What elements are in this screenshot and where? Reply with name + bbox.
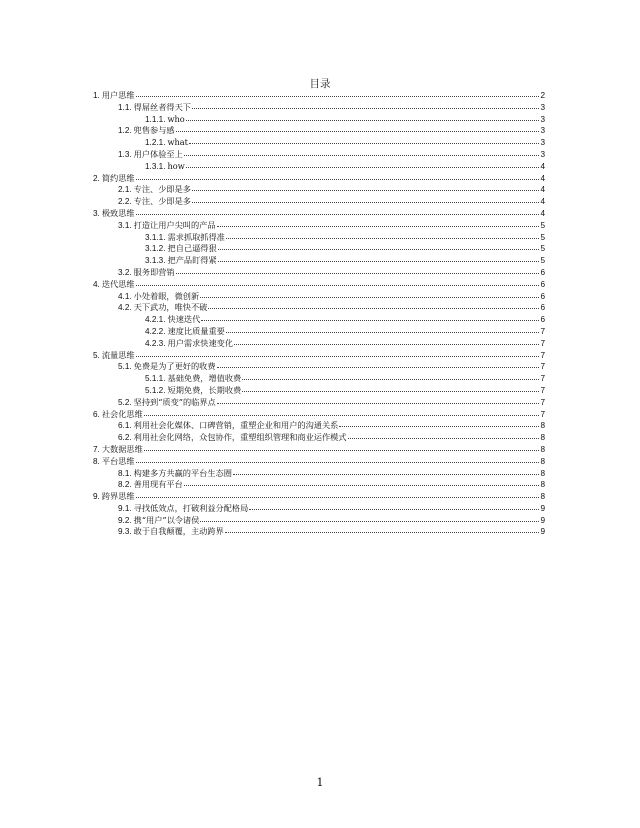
toc-dot-leader [217, 397, 540, 405]
toc-entry-page: 8 [540, 433, 545, 443]
toc-entry-page: 5 [540, 244, 545, 254]
toc-entry-page: 4 [540, 173, 545, 183]
toc-entry[interactable] [93, 385, 545, 397]
toc-entry-label: 得屌丝者得天下 [133, 101, 191, 112]
toc-entry-number: 3.1.2. [145, 244, 166, 254]
toc-entry-label: 天下武功，唯快不破 [133, 302, 208, 313]
toc-entry-number: 4.1. [118, 291, 132, 301]
toc-entry[interactable] [93, 90, 545, 102]
toc-dot-leader [225, 526, 540, 534]
toc-entry-label: 基础免费，增值收费 [167, 373, 242, 384]
toc-dot-leader [144, 444, 540, 452]
toc-entry-number: 3.1.1. [145, 232, 166, 242]
toc-entry[interactable] [93, 326, 545, 338]
toc-dot-leader [184, 149, 540, 157]
toc-entry[interactable] [93, 526, 545, 538]
toc-entry-page: 7 [540, 409, 545, 419]
toc-entry-label: 兜售参与感 [133, 125, 175, 136]
toc-entry-page: 6 [540, 303, 545, 313]
toc-dot-leader [242, 385, 539, 393]
toc-dot-leader [226, 232, 540, 240]
toc-entry-page: 9 [540, 503, 545, 513]
toc-dot-leader [218, 243, 540, 251]
toc-dot-leader [249, 503, 539, 511]
toc-entry-page: 8 [540, 444, 545, 454]
toc-entry-number: 5.1.1. [145, 374, 166, 384]
toc-dot-leader [200, 291, 539, 299]
toc-entry-number: 4. [93, 279, 100, 289]
toc-entry[interactable] [93, 220, 545, 232]
toc-entry-page: 6 [540, 315, 545, 325]
toc-entry-number: 8. [93, 456, 100, 466]
toc-entry-page: 5 [540, 256, 545, 266]
toc-entry-label: 用户需求快速变化 [167, 337, 234, 348]
toc-entry[interactable] [93, 432, 545, 444]
toc-entry-label: 专注、少即是多 [133, 184, 191, 195]
toc-entry[interactable] [93, 149, 545, 161]
toc-entry-label: 免费是为了更好的收费 [133, 361, 216, 372]
toc-entry-label: 简约思维 [101, 172, 135, 183]
toc-entry-page: 6 [540, 267, 545, 277]
toc-dot-leader [242, 373, 539, 381]
toc-dot-leader [184, 479, 540, 487]
toc-entry-number: 4.2.2. [145, 326, 166, 336]
toc-entry-label: 把产品盯得紧 [167, 255, 217, 266]
toc-entry-number: 5.1.2. [145, 385, 166, 395]
toc-entry-number: 1.1.1. [145, 114, 166, 124]
toc-entry-label: 用户体验至上 [133, 148, 183, 159]
toc-entry[interactable] [93, 291, 545, 303]
toc-entry-page: 7 [540, 350, 545, 360]
toc-entry-number: 9.2. [118, 515, 132, 525]
toc-dot-leader [176, 125, 540, 133]
toc-entry[interactable] [93, 409, 545, 421]
toc-entry-label: 打造让用户尖叫的产品 [133, 219, 216, 230]
toc-entry[interactable] [93, 338, 545, 350]
toc-dot-leader [192, 102, 539, 110]
toc-entry[interactable] [93, 102, 545, 114]
toc-entry-number: 4.2.1. [145, 315, 166, 325]
toc-entry-page: 5 [540, 220, 545, 230]
toc-entry-number: 1.1. [118, 102, 132, 112]
toc-entry-page: 4 [540, 185, 545, 195]
toc-entry[interactable] [93, 125, 545, 137]
toc-dot-leader [218, 255, 540, 263]
toc-entry-page: 8 [540, 468, 545, 478]
toc-entry-label: 构建多方共赢的平台生态圈 [133, 467, 232, 478]
toc-entry-label: 敢于自我颠覆，主动跨界 [133, 526, 224, 537]
toc-dot-leader [200, 515, 539, 523]
toc-dot-leader [176, 267, 540, 275]
toc-entry-label: 服务即营销 [133, 266, 175, 277]
toc-entry-page: 2 [540, 91, 545, 100]
toc-entry-number: 9. [93, 492, 100, 502]
toc-entry-label: 极致思维 [101, 207, 135, 218]
toc-entry[interactable] [93, 114, 545, 126]
toc-dot-leader [186, 114, 540, 122]
toc-dot-leader [348, 432, 540, 440]
toc-entry-page: 6 [540, 279, 545, 289]
toc-entry-label: 速度比质量重要 [167, 325, 225, 336]
toc-entry[interactable] [93, 503, 545, 515]
toc-dot-leader [136, 350, 540, 358]
toc-entry[interactable] [93, 184, 545, 196]
toc-dot-leader [189, 137, 539, 145]
toc-entry[interactable] [93, 232, 545, 244]
toc-entry-number: 7. [93, 444, 100, 454]
toc-entry-number: 8.2. [118, 480, 132, 490]
toc-entry-page: 8 [540, 421, 545, 431]
toc-entry-page: 8 [540, 480, 545, 490]
toc-entry-page: 5 [540, 232, 545, 242]
toc-entry-page: 4 [540, 208, 545, 218]
toc-dot-leader [226, 326, 540, 334]
toc-entry[interactable] [93, 456, 545, 468]
toc-entry-number: 1.2. [118, 126, 132, 136]
toc-entry[interactable] [93, 314, 545, 326]
toc-dot-leader [136, 208, 540, 216]
toc-entry-label: 小处着眼，微创新 [133, 290, 200, 301]
toc-entry[interactable] [93, 208, 545, 220]
toc-entry-number: 1.3.1. [145, 161, 166, 171]
toc-entry-label: 用户思维 [101, 90, 135, 100]
toc-entry-number: 1.3. [118, 149, 132, 159]
toc-dot-leader [234, 338, 539, 346]
toc-entry-number: 4.2.3. [145, 338, 166, 348]
toc-entry-page: 7 [540, 338, 545, 348]
toc-entry[interactable] [93, 444, 545, 456]
toc-entry[interactable] [93, 279, 545, 291]
table-of-contents [93, 90, 545, 538]
toc-dot-leader [136, 173, 540, 181]
toc-dot-leader [136, 279, 540, 287]
toc-entry-label: 需求抓取抓得准 [167, 231, 225, 242]
page-number: 1 [316, 776, 324, 789]
toc-entry[interactable] [93, 479, 545, 491]
toc-entry-page: 9 [540, 527, 545, 537]
toc-entry-page: 3 [540, 138, 545, 148]
toc-entry-label: 迭代思维 [101, 278, 135, 289]
toc-entry-label: 平台思维 [101, 455, 135, 466]
toc-entry-number: 6.2. [118, 433, 132, 443]
toc-dot-leader [217, 361, 540, 369]
toc-entry-number: 3.1. [118, 220, 132, 230]
toc-entry-label: 携“用户”以令诸侯 [133, 514, 200, 525]
toc-entry-label: what [167, 137, 188, 148]
toc-dot-leader [136, 491, 540, 499]
toc-entry-number: 3.1.3. [145, 256, 166, 266]
toc-entry[interactable] [93, 361, 545, 373]
toc-entry[interactable] [93, 196, 545, 208]
toc-entry-number: 9.1. [118, 503, 132, 513]
toc-entry-number: 5.2. [118, 397, 132, 407]
toc-entry[interactable] [93, 491, 545, 503]
toc-entry-label: who [167, 113, 185, 124]
toc-entry[interactable] [93, 302, 545, 314]
toc-entry-number: 1. [93, 91, 100, 100]
toc-entry-label: 寻找低效点，打破利益分配格局 [133, 502, 249, 513]
toc-entry[interactable] [93, 243, 545, 255]
toc-entry-page: 8 [540, 456, 545, 466]
toc-dot-leader [201, 314, 539, 322]
toc-entry-label: 善用现有平台 [133, 479, 183, 490]
toc-dot-leader [208, 302, 539, 310]
toc-dot-leader [217, 220, 540, 228]
toc-entry-page: 4 [540, 197, 545, 207]
toc-dot-leader [144, 409, 540, 417]
toc-entry-label: 快速迭代 [167, 314, 201, 325]
toc-entry-page: 7 [540, 362, 545, 372]
toc-entry-number: 3. [93, 208, 100, 218]
toc-dot-leader [186, 161, 540, 169]
toc-entry-page: 4 [540, 161, 545, 171]
toc-entry-page: 7 [540, 326, 545, 336]
toc-entry[interactable] [93, 350, 545, 362]
toc-entry-label: 利用社会化媒体、口碑营销，重塑企业和用户的沟通关系 [133, 420, 339, 431]
toc-entry-number: 6.1. [118, 421, 132, 431]
toc-entry-page: 7 [540, 374, 545, 384]
toc-entry-number: 2. [93, 173, 100, 183]
toc-dot-leader [192, 196, 539, 204]
toc-entry[interactable] [93, 420, 545, 432]
toc-entry-number: 5.1. [118, 362, 132, 372]
toc-entry-label: how [167, 160, 185, 171]
toc-dot-leader [136, 90, 540, 98]
toc-entry[interactable] [93, 397, 545, 409]
toc-entry-number: 9.3. [118, 527, 132, 537]
toc-entry-page: 8 [540, 492, 545, 502]
toc-entry-label: 坚持到“质变”的临界点 [133, 396, 216, 407]
toc-dot-leader [192, 184, 539, 192]
toc-entry-page: 3 [540, 102, 545, 112]
toc-entry-number: 3.2. [118, 267, 132, 277]
toc-dot-leader [233, 468, 540, 476]
toc-entry-number: 5. [93, 350, 100, 360]
toc-entry[interactable] [93, 173, 545, 185]
toc-entry-label: 专注、少即是多 [133, 196, 191, 207]
toc-entry-page: 9 [540, 515, 545, 525]
toc-dot-leader [339, 420, 539, 428]
toc-entry[interactable] [93, 515, 545, 527]
toc-entry-label: 流量思维 [101, 349, 135, 360]
toc-entry-page: 3 [540, 114, 545, 124]
toc-entry[interactable] [93, 267, 545, 279]
toc-entry-number: 1.2.1. [145, 138, 166, 148]
toc-dot-leader [136, 456, 540, 464]
toc-entry-number: 8.1. [118, 468, 132, 478]
toc-entry-page: 3 [540, 126, 545, 136]
toc-entry-label: 社会化思维 [101, 408, 143, 419]
toc-entry[interactable] [93, 255, 545, 267]
toc-entry-label: 大数据思维 [101, 443, 143, 454]
toc-entry-number: 6. [93, 409, 100, 419]
toc-entry-label: 利用社会化网络，众包协作，重塑组织管理和商业运作模式 [133, 432, 347, 443]
toc-entry-page: 7 [540, 385, 545, 395]
toc-entry-page: 3 [540, 149, 545, 159]
toc-entry[interactable] [93, 161, 545, 173]
toc-entry[interactable] [93, 373, 545, 385]
toc-entry-number: 2.2. [118, 197, 132, 207]
toc-entry-number: 4.2. [118, 303, 132, 313]
toc-entry-label: 跨界思维 [101, 491, 135, 502]
toc-entry[interactable] [93, 137, 545, 149]
toc-entry-page: 6 [540, 291, 545, 301]
toc-entry-number: 2.1. [118, 185, 132, 195]
toc-title: 目录 [309, 78, 331, 90]
toc-entry[interactable] [93, 468, 545, 480]
toc-entry-label: 短期免费，长期收费 [167, 384, 242, 395]
toc-entry-label: 把自己逼得狠 [167, 243, 217, 254]
toc-entry-page: 7 [540, 397, 545, 407]
